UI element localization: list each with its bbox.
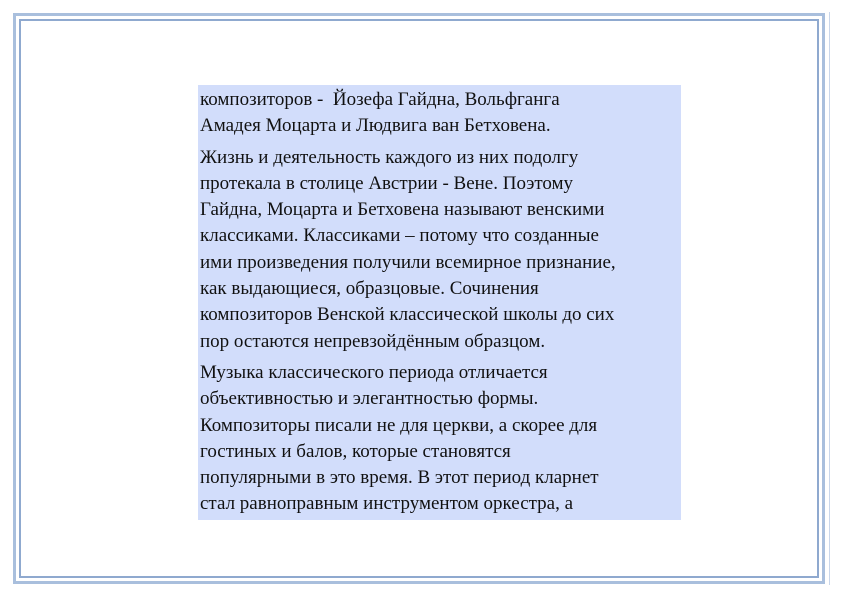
- text-line: Жизнь и деятельность каждого из них подолгу: [200, 146, 579, 168]
- text-line: как выдающиеся, образцовые. Сочинения: [200, 278, 539, 300]
- paragraph-2: [200, 145, 679, 355]
- text-line: ими произведения получили всемирное признание,: [200, 251, 616, 273]
- text-line: объективностью и элегантностью формы.: [200, 388, 539, 410]
- text-line: протекала в столице Австрии - Вене. Поэтому: [200, 172, 574, 194]
- text-line: Гайдна, Моцарта и Бетховена называют венскими: [200, 199, 605, 221]
- frame-shadow: [823, 12, 830, 585]
- paragraph-3: [200, 360, 679, 518]
- text-line: пор остаются непревзойдённым образцом.: [200, 330, 546, 352]
- text-line: стал равноправным инструментом оркестра, а: [200, 493, 574, 515]
- text-line: композиторов Венской классической школы до сих: [200, 304, 615, 326]
- text-box: [198, 85, 681, 520]
- text-line: классиками. Классиками – потому что созданные: [200, 225, 599, 247]
- paragraph-1: [200, 87, 679, 140]
- text-line: гостиных и балов, которые становятся: [200, 440, 511, 462]
- text-line: Амадея Моцарта и Людвига ван Бетховена.: [200, 115, 551, 137]
- text-line: композиторов - Йозефа Гайдна, Вольфганга: [200, 89, 560, 110]
- text-line: Композиторы писали не для церкви, а скорее для: [200, 414, 598, 436]
- text-line: популярными в это время. В этот период кларнет: [200, 467, 599, 489]
- text-line: Музыка классического периода отличается: [200, 361, 548, 383]
